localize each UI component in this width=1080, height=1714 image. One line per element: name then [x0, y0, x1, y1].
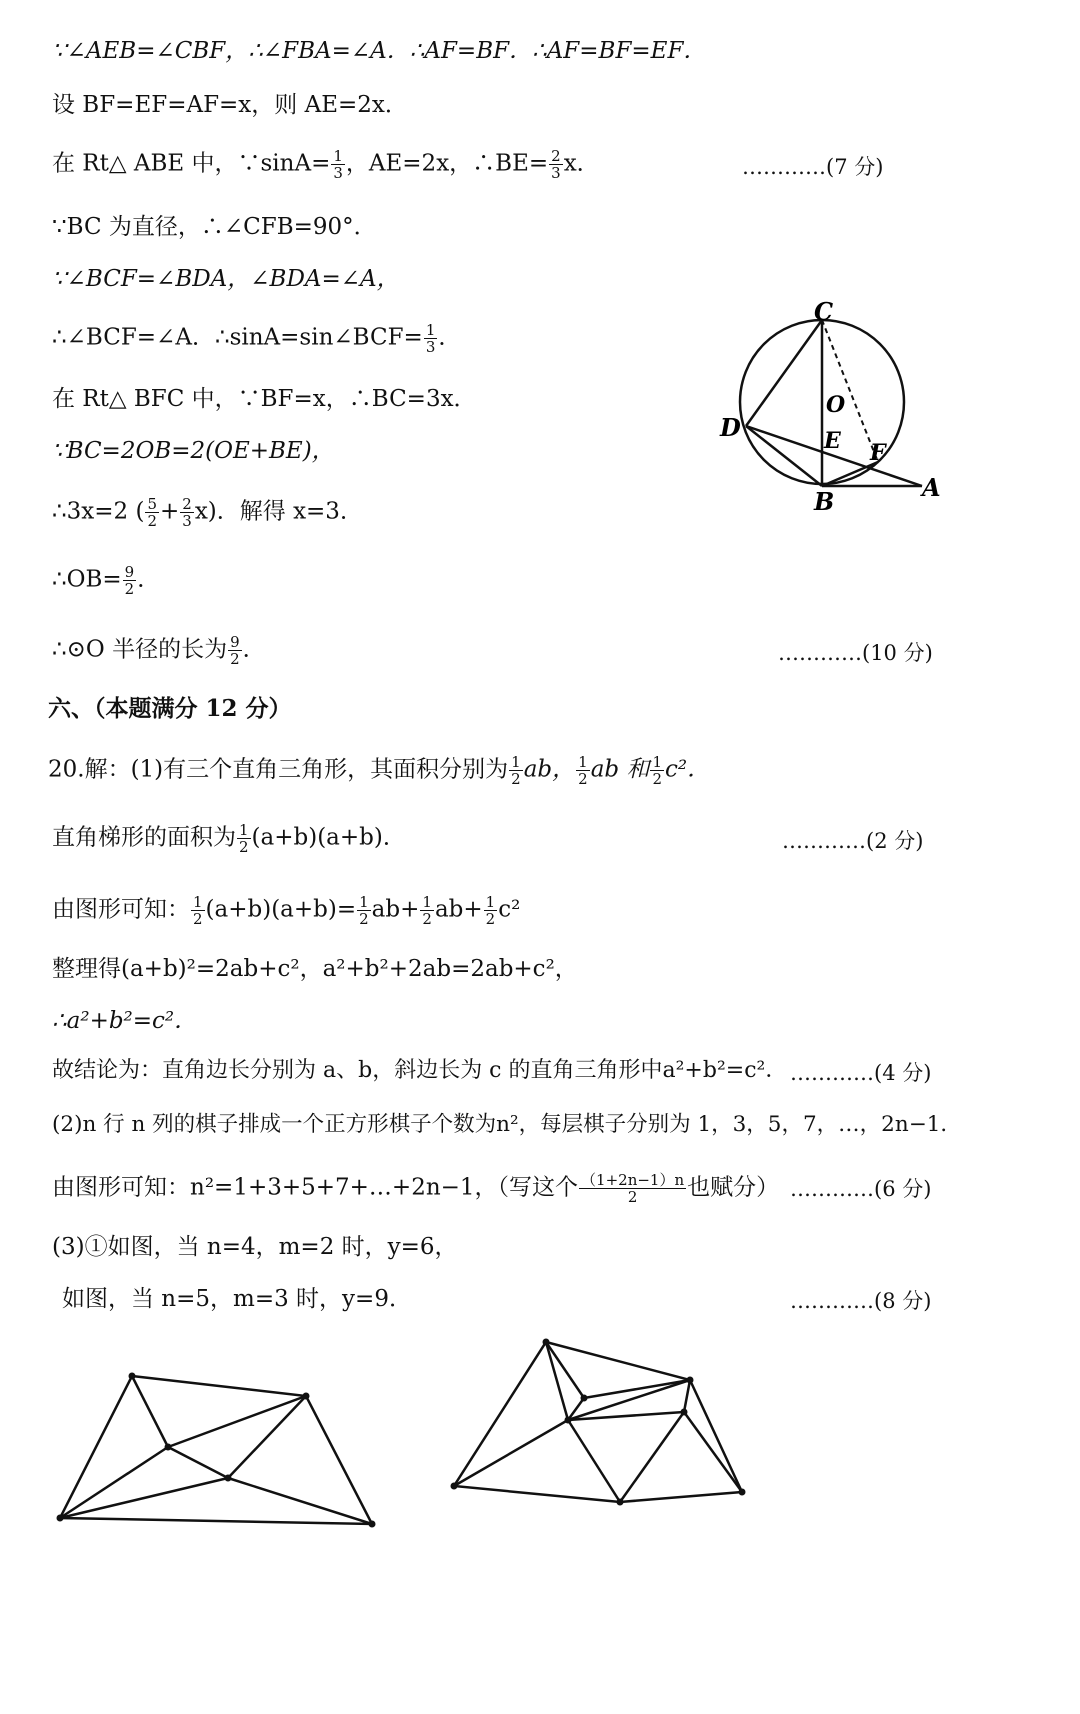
fraction: $\frac{9}{2}$: [230, 633, 240, 668]
circle-figure: [710, 300, 960, 530]
fraction: $\frac{1}{2}$: [422, 893, 432, 928]
edge: [168, 1396, 306, 1447]
vertex: [165, 1444, 172, 1451]
fraction: $\frac{1}{2}$: [359, 893, 369, 928]
edge: [60, 1447, 168, 1518]
edge: [584, 1380, 690, 1398]
quadrilateral-outline: [60, 1376, 372, 1524]
edge: [620, 1412, 684, 1502]
edge: [228, 1478, 372, 1524]
label-a: A: [922, 473, 941, 502]
fraction: $\frac{5}{2}$: [147, 495, 157, 530]
section-heading: 六、（本题满分 12 分）: [48, 695, 292, 722]
fraction: $\frac{1}{2}$: [652, 753, 662, 788]
edge: [168, 1447, 228, 1478]
vertex: [681, 1409, 688, 1416]
fraction: $\frac{2}{3}$: [551, 147, 561, 182]
sol20-line-3: 由图形可知： $\frac{1}{2}$ (a+b)(a+b)= $\frac{1}{2}$ ab+ $\frac{1}{2}$ ab+ $\frac{1}{2}$ c²: [52, 893, 521, 928]
vertex: [687, 1377, 694, 1384]
sol19-line-2: 设 BF=EF=AF=x，则 AE=2x．: [52, 92, 408, 118]
vertex: [129, 1373, 136, 1380]
fraction: $\frac{(1+2n-1)n}{2}$: [581, 1171, 685, 1206]
segment-cd: [746, 320, 822, 426]
label-b: B: [814, 487, 835, 516]
triangulation-figure-2: [440, 1330, 770, 1520]
fraction: $\frac{1}{2}$: [511, 753, 521, 788]
label-f: F: [870, 440, 886, 466]
fraction: $\frac{2}{3}$: [182, 495, 192, 530]
sol19-line-7: 在 Rt△ BFC 中，∵BF=x，∴BC=3x．: [52, 386, 477, 412]
edge: [132, 1376, 168, 1447]
sol19-line-9: ∴3x=2 ( $\frac{5}{2}$ + $\frac{2}{3}$ x)．解得 x=3．: [52, 495, 363, 530]
edge: [546, 1342, 568, 1420]
score-6: …………(6 分): [790, 1177, 932, 1201]
fraction: $\frac{1}{2}$: [193, 893, 203, 928]
sol20-line-7: (2)n 行 n 列的棋子排成一个正方形棋子个数为n²，每层棋子分别为 1，3，5，7，…，2n−1．: [52, 1112, 962, 1137]
fraction: $\frac{1}{2}$: [485, 893, 496, 928]
score-7: …………(7 分): [742, 155, 884, 179]
triangulation-figure-1: [40, 1360, 400, 1540]
sol19-line-5: ∵∠BCF=∠BDA，∠BDA=∠A，: [52, 266, 400, 292]
fraction: $\frac{1}{3}$: [333, 147, 343, 182]
sol20-line-10: 如图，当 n=5，m=3 时，y=9．: [62, 1286, 412, 1312]
score-8: …………(8 分): [790, 1289, 932, 1313]
edge: [60, 1478, 228, 1518]
edge: [568, 1420, 620, 1502]
score-2: …………(2 分): [782, 829, 924, 853]
fraction: $\frac{1}{3}$: [425, 321, 436, 356]
vertex: [739, 1489, 746, 1496]
edge: [454, 1420, 568, 1486]
fraction: $\frac{1}{2}$: [578, 753, 588, 788]
sol20-line-9: (3)①如图，当 n=4，m=2 时，y=6，: [52, 1234, 458, 1260]
label-o: O: [826, 392, 846, 418]
sol20-line-8: 由图形可知：n²=1+3+5+7+…+2n−1，（写这个 $\frac{(1+2n-1)n}{2}$ 也赋分）: [52, 1171, 780, 1206]
edge: [228, 1396, 306, 1478]
pentagon-outline: [454, 1342, 742, 1502]
sol19-line-3: 在 Rt△ ABE 中，∵sinA= $\frac{1}{3}$ ，AE=2x，∴BE= $\frac{2}{3}$ x．: [52, 147, 600, 182]
sol19-line-11: ∴⊙O 半径的长为 $\frac{9}{2}$ ．: [52, 633, 266, 668]
segment-db: [746, 426, 822, 486]
vertex: [369, 1521, 376, 1528]
sol19-line-4: ∵BC 为直径，∴∠CFB=90°．: [52, 214, 377, 240]
fraction: $\frac{1}{2}$: [239, 821, 249, 856]
label-d: D: [720, 413, 741, 442]
sol20-line-1: 20.解：(1)有三个直角三角形，其面积分别为 $\frac{1}{2}$ ab， $\frac{1}{2}$ ab 和 $\frac{1}{2}$ c²．: [48, 753, 711, 788]
score-10: …………(10 分): [778, 641, 933, 665]
sol19-line-8: ∵BC=2OB=2(OE+BE)，: [52, 438, 335, 464]
vertex: [451, 1483, 458, 1490]
sol20-line-5: ∴a²+b²=c²．: [52, 1008, 198, 1034]
sol19-line-10: ∴OB= $\frac{9}{2}$ ．: [52, 563, 161, 598]
label-e: E: [824, 428, 841, 454]
vertex: [225, 1475, 232, 1482]
fraction: $\frac{9}{2}$: [124, 563, 135, 598]
sol19-line-1: ∵∠AEB=∠CBF，∴∠FBA=∠A．∴AF=BF．∴AF=BF=EF．: [52, 38, 707, 64]
sol19-line-6: ∴∠BCF=∠A．∴sinA=sin∠BCF= $\frac{1}{3}$ ．: [52, 321, 462, 356]
vertex: [543, 1339, 550, 1346]
sol20-line-6: 故结论为：直角边长分别为 a、b，斜边长为 c 的直角三角形中a²+b²=c²．: [52, 1058, 788, 1083]
vertex: [581, 1395, 588, 1402]
edge: [684, 1412, 742, 1492]
vertex: [565, 1417, 572, 1424]
score-4: …………(4 分): [790, 1061, 932, 1085]
sol20-line-4: 整理得(a+b)²=2ab+c²，a²+b²+2ab=2ab+c²，: [52, 956, 578, 982]
sol20-line-2: 直角梯形的面积为 $\frac{1}{2}$ (a+b)(a+b)．: [52, 821, 406, 856]
vertex: [303, 1393, 310, 1400]
vertex: [57, 1515, 64, 1522]
vertex: [617, 1499, 624, 1506]
label-c: C: [814, 300, 834, 326]
edge: [684, 1380, 690, 1412]
